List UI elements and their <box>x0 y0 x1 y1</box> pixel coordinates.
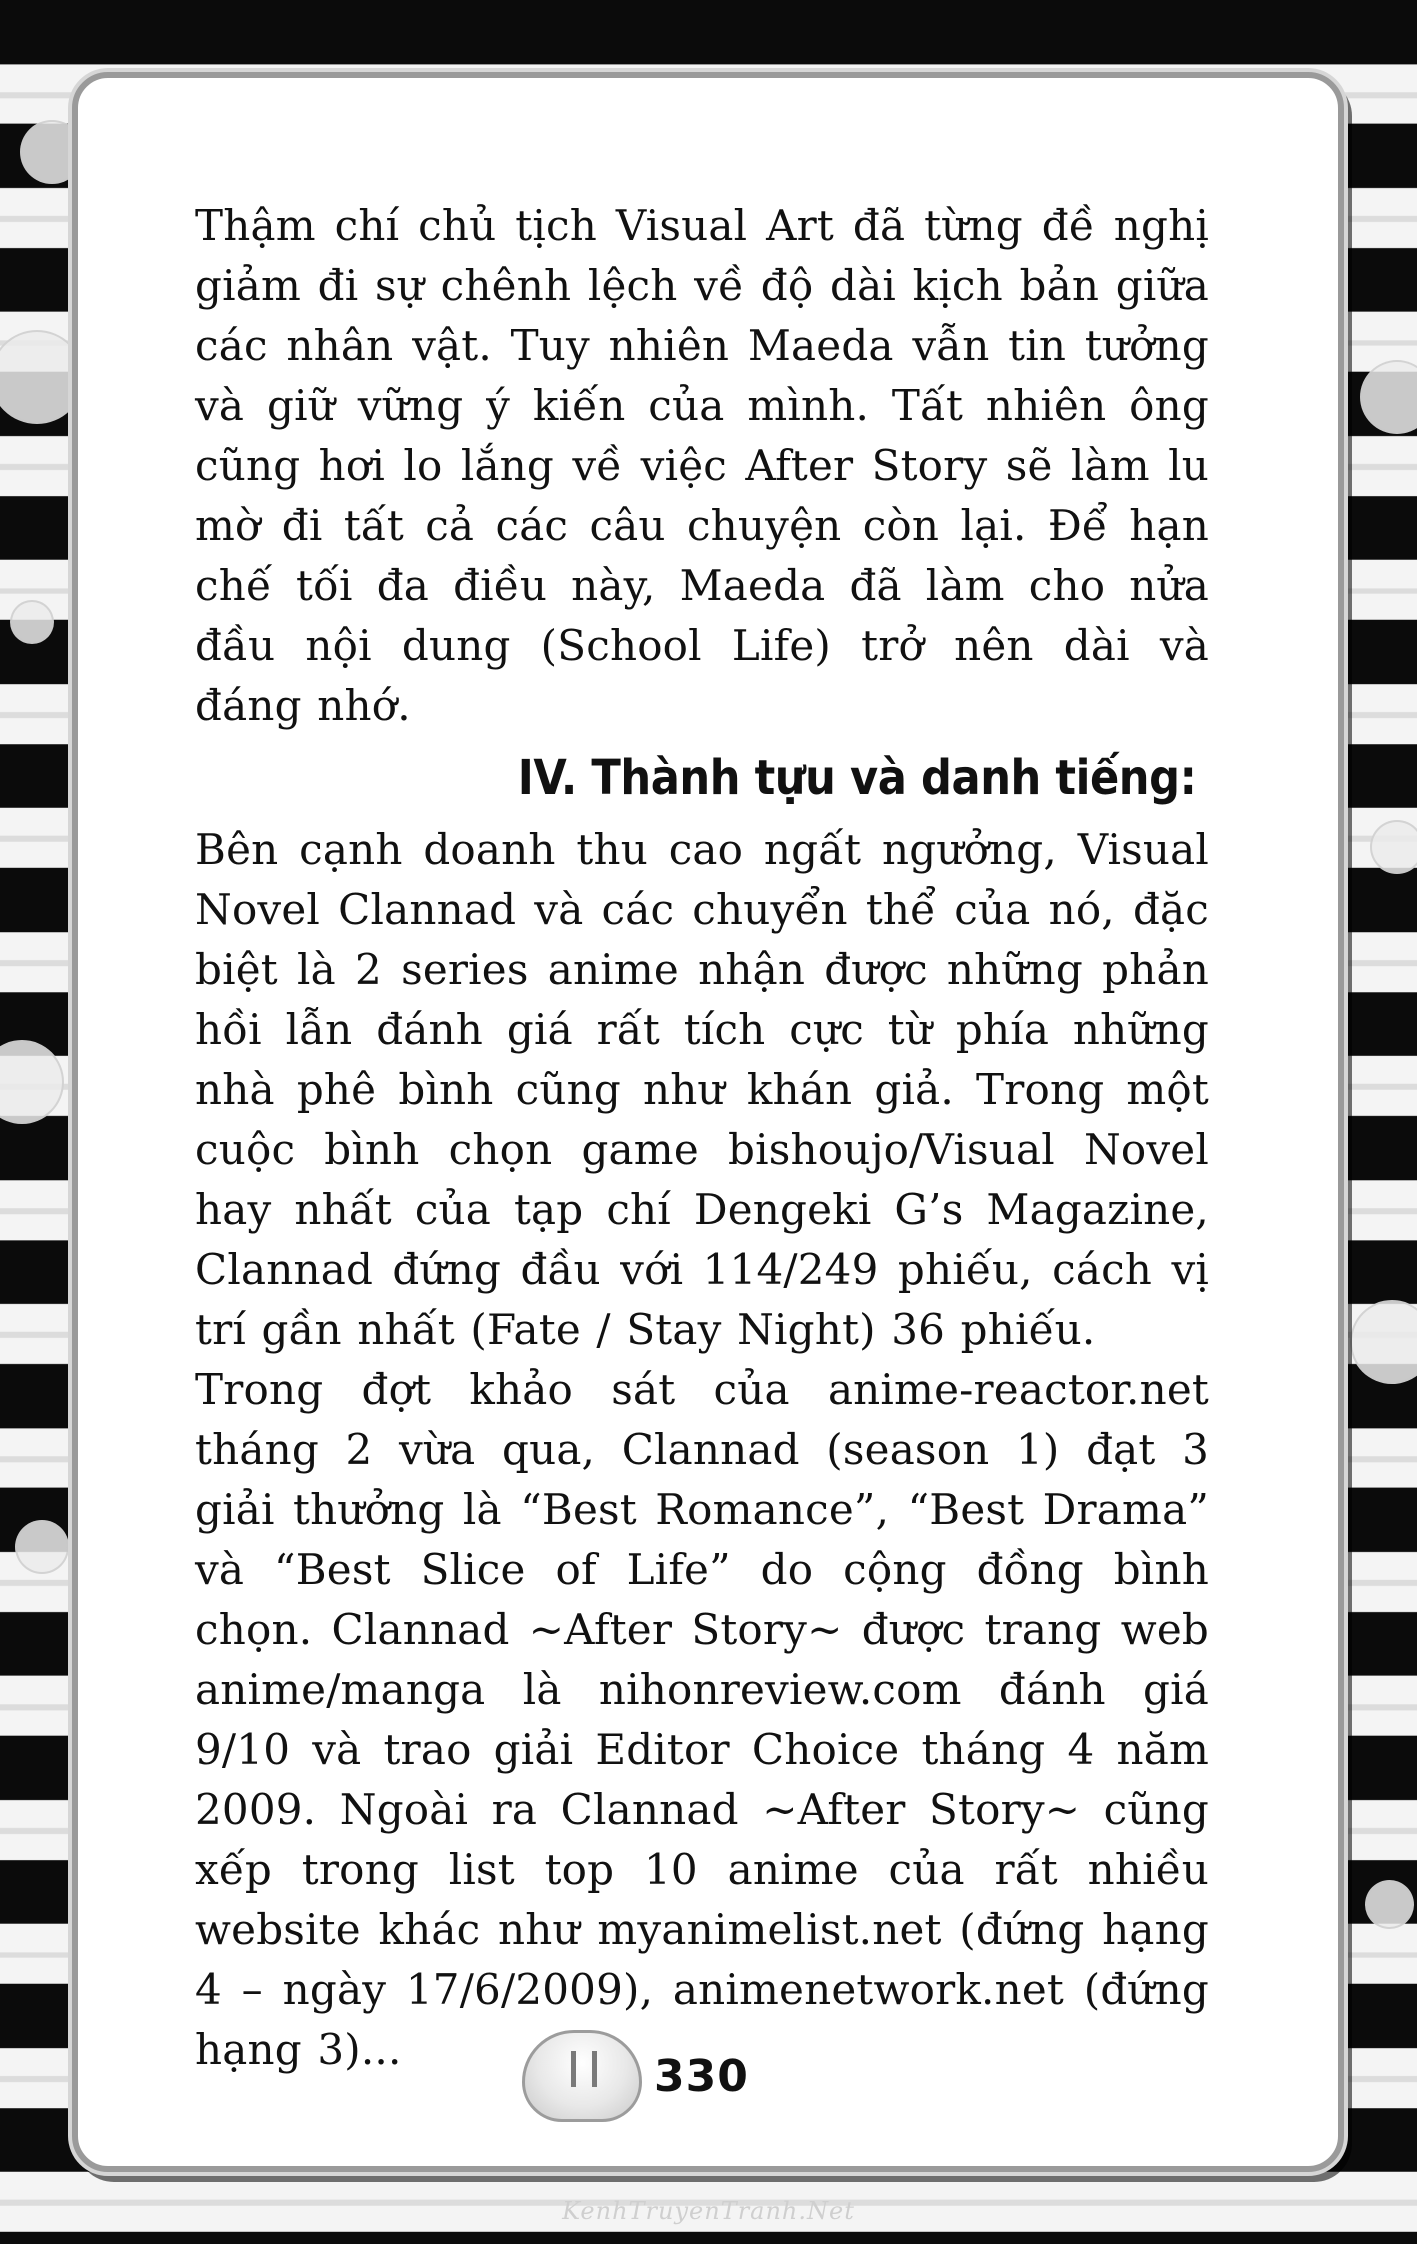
watermark: KenhTruyenTranh.Net <box>562 2197 855 2225</box>
background-bubble <box>1365 1880 1414 1929</box>
page-number: 330 <box>654 2051 749 2102</box>
background-bubble <box>1360 360 1417 434</box>
badge-eyes-icon <box>571 2051 597 2087</box>
article-content <box>195 196 1209 2080</box>
background-bubble <box>0 1040 64 1124</box>
section-heading: IV. Thành tựu và danh tiếng: <box>517 750 1197 806</box>
page-number-badge-icon <box>522 2030 642 2122</box>
background-bubble <box>10 600 54 644</box>
paragraph-achievements: Bên cạnh doanh thu cao ngất ngưởng, Visual Novel Clannad và các chuyển thể của nó, đặc biệt là 2 series anime nhận được những phản hồi lẫn đánh giá rất tích cực từ phía những nhà phê bình cũng như khán giả. Trong một cuộc bình chọn game bishoujo/Visual Novel hay nhất của tạp chí Dengeki G’s Magazine, Clannad đứng đầu với 114/249 phiếu, cách vị trí gần nhất (Fate / Stay Night) 36 phiếu. <box>195 825 1209 1354</box>
paragraph-visual-art: Thậm chí chủ tịch Visual Art đã từng đề nghị giảm đi sự chênh lệch về độ dài kịch bản giữa các nhân vật. Tuy nhiên Maeda vẫn tin tưởng và giữ vững ý kiến của mình. Tất nhiên ông cũng hơi lo lắng về việc After Story sẽ làm lu mờ đi tất cả các câu chuyện còn lại. Để hạn chế tối đa điều này, Maeda đã làm cho nửa đầu nội dung (School Life) trở nên dài và đáng nhớ. <box>195 201 1209 730</box>
background-bubble <box>1370 820 1417 874</box>
paragraph-awards: Trong đợt khảo sát của anime-reactor.net tháng 2 vừa qua, Clannad (season 1) đạt 3 giải thưởng là “Best Romance”, “Best Drama” và “Best Slice of Life” do cộng đồng bình chọn. Clannad ~After Story~ được trang web anime/manga là nihonreview.com đánh giá 9/10 và trao giải Editor Choice tháng 4 năm 2009. Ngoài ra Clannad ~After Story~ cũng xếp trong list top 10 anime của rất nhiều website khác như myanimelist.net (đứng hạng 4 – ngày 17/6/2009), animenetwork.net (đứng hạng 3)... <box>195 1365 1209 2074</box>
background-bubble <box>15 1520 69 1574</box>
background-bubble <box>1350 1300 1417 1384</box>
